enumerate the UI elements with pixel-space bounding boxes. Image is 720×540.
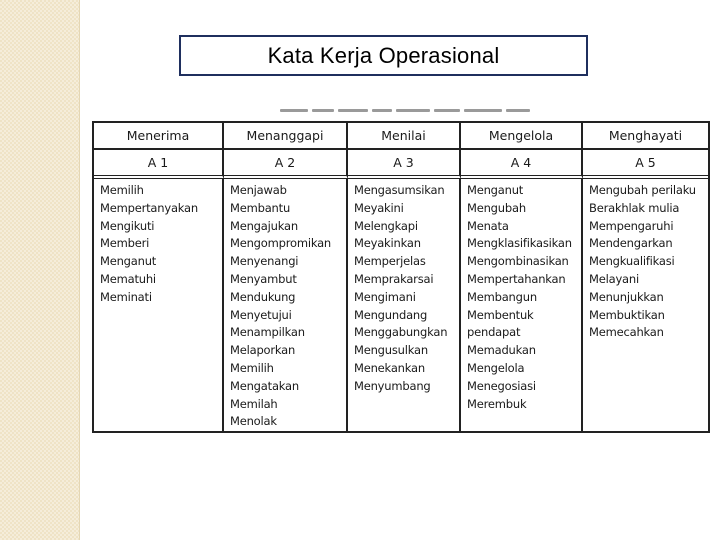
verb-item: Memilah xyxy=(230,396,278,411)
verb-item: Membangun xyxy=(467,289,537,304)
verb-item: Menganut xyxy=(467,183,524,197)
slide-title-box xyxy=(179,35,588,76)
verb-item: Menata xyxy=(467,218,509,233)
verb-item: Menganut xyxy=(100,254,157,269)
verb-item: Membentuk xyxy=(467,307,534,322)
verb-item: Membantu xyxy=(230,200,291,215)
verb-list-2 xyxy=(224,179,348,431)
slide-title: Kata Kerja Operasional xyxy=(267,42,500,68)
verb-item: Melayani xyxy=(589,271,639,286)
verb-item: Memprakarsai xyxy=(354,271,434,286)
verb-item: Menunjukkan xyxy=(589,289,664,304)
verb-item: Menyetujui xyxy=(230,307,292,322)
verb-item: Menjawab xyxy=(230,183,287,197)
table-caption-illegible xyxy=(280,103,530,117)
verb-item: Memilih xyxy=(100,183,144,197)
verb-item: Menampilkan xyxy=(230,325,305,340)
verb-item: Mengubah xyxy=(467,200,526,215)
verb-item: Mengatakan xyxy=(230,378,299,393)
verb-item: Memberi xyxy=(100,236,150,251)
column-header-2: Menanggapi xyxy=(224,123,348,150)
verb-item: Mengusulkan xyxy=(354,343,428,358)
verb-item: Menyenangi xyxy=(230,254,299,269)
verb-list-3 xyxy=(348,179,461,431)
verb-item: Mengajukan xyxy=(230,218,298,233)
verb-item: Mengundang xyxy=(354,307,428,322)
verb-item: Mempertahankan xyxy=(467,271,566,286)
verb-item: Menolak xyxy=(230,414,277,429)
decorative-side-strip xyxy=(0,0,80,540)
verb-item: Meyakini xyxy=(354,200,404,215)
verb-item: Menyambut xyxy=(230,271,297,286)
verb-item: Mengimani xyxy=(354,289,416,304)
verb-item: Memperjelas xyxy=(354,254,426,269)
verb-item: Mengubah perilaku xyxy=(589,183,696,197)
verb-item: Melengkapi xyxy=(354,218,418,233)
verb-item: Melaporkan xyxy=(230,343,296,358)
verb-list-1 xyxy=(94,179,224,431)
level-code-4: A 4 xyxy=(461,150,583,179)
verb-item: Menggabungkan xyxy=(354,325,448,340)
verb-item: Mendukung xyxy=(230,289,296,304)
verb-item: Mengompromikan xyxy=(230,236,332,251)
level-code-5: A 5 xyxy=(583,150,708,179)
verb-item: Memilih xyxy=(230,360,274,375)
verb-item: Merembuk xyxy=(467,396,527,411)
level-code-3: A 3 xyxy=(348,150,461,179)
verb-item: Mempengaruhi xyxy=(589,218,674,233)
operational-verbs-table xyxy=(92,121,710,433)
verb-item: Mendengarkan xyxy=(589,236,673,251)
verb-item: Meyakinkan xyxy=(354,236,421,251)
verb-item: Mengombinasikan xyxy=(467,254,569,269)
verb-item: Menegosiasi xyxy=(467,378,536,393)
verb-item: Membuktikan xyxy=(589,307,665,322)
column-header-5: Menghayati xyxy=(583,123,708,150)
verb-list-5 xyxy=(583,179,708,431)
verb-item: Meminati xyxy=(100,289,152,304)
column-header-4: Mengelola xyxy=(461,123,583,150)
level-code-2: A 2 xyxy=(224,150,348,179)
verb-item: Menyumbang xyxy=(354,378,431,393)
verb-list-4 xyxy=(461,179,583,431)
verb-item: Berakhlak mulia xyxy=(589,200,680,215)
column-header-3: Menilai xyxy=(348,123,461,150)
verb-item: Mengasumsikan xyxy=(354,183,445,197)
verb-item: Mengelola xyxy=(467,360,525,375)
verb-item: Mengkualifikasi xyxy=(589,254,675,269)
verb-item: pendapat xyxy=(467,325,521,340)
verb-item: Memecahkan xyxy=(589,325,664,340)
level-code-1: A 1 xyxy=(94,150,224,179)
verb-item: Menekankan xyxy=(354,360,425,375)
verb-item: Mempertanyakan xyxy=(100,200,198,215)
verb-item: Mengklasifikasikan xyxy=(467,236,572,251)
verb-item: Mematuhi xyxy=(100,271,156,286)
verb-item: Memadukan xyxy=(467,343,536,358)
verb-item: Mengikuti xyxy=(100,218,155,233)
column-header-1: Menerima xyxy=(94,123,224,150)
